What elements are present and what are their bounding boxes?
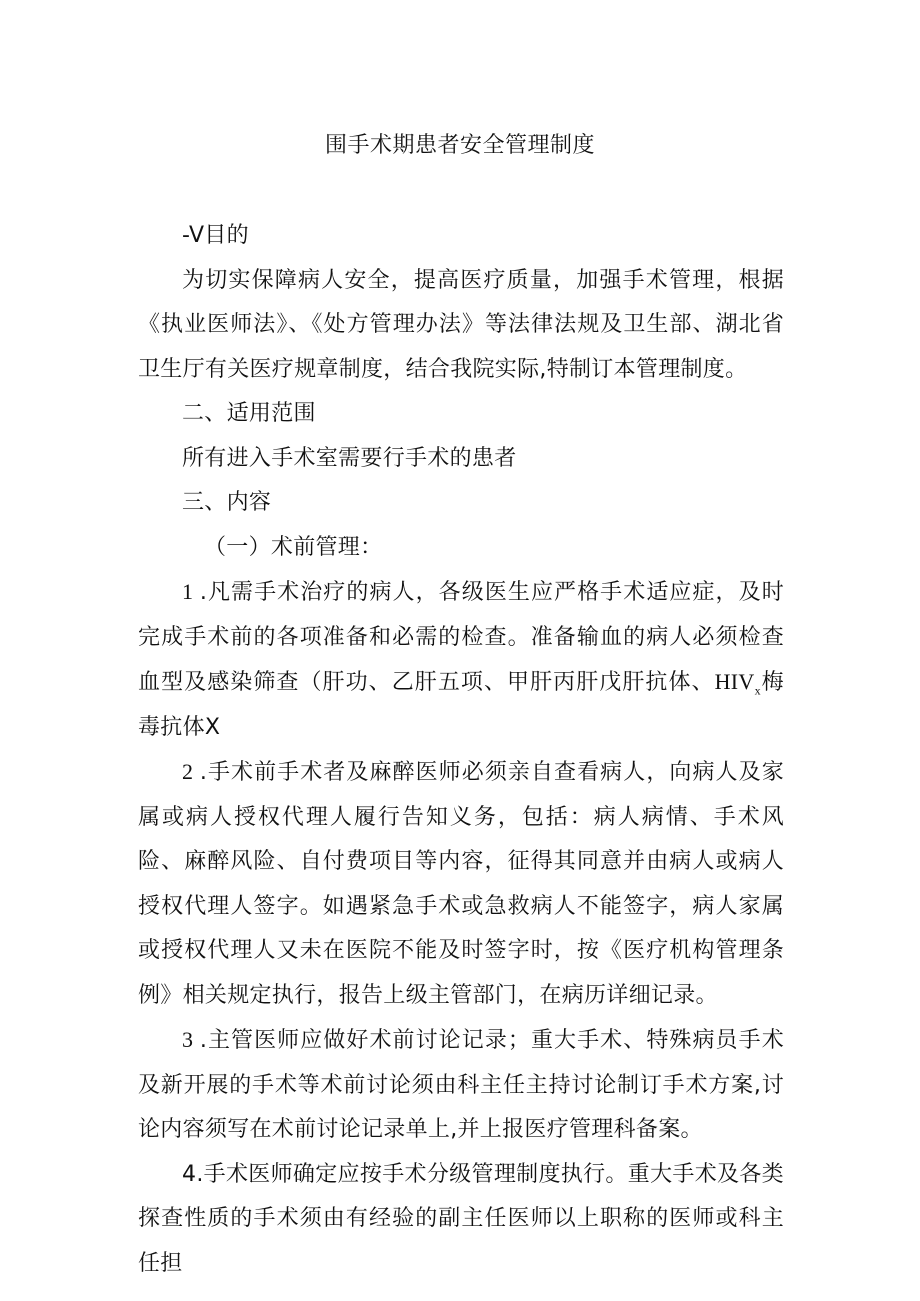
item-number: 3 <box>182 1027 200 1052</box>
section-heading-scope: 二、适用范围 <box>182 401 316 426</box>
list-item-3 <box>138 1018 784 1153</box>
item-number: 2 <box>182 759 200 784</box>
section-heading-content: 三、内容 <box>182 490 272 515</box>
subsection-heading-preop: （一）术前管理： <box>204 534 383 560</box>
item-text: .凡需手术治疗的病人，各级医生应严格手术适应症，及时完成手术前的各项准备和必需的检查。准备输血的病人必须检查血型及感染筛查（肝功、乙肝五项、甲肝丙肝戊肝抗体、 <box>138 580 784 695</box>
item-text-end: 梅毒抗体X <box>138 670 784 740</box>
item-text-subscript: x <box>754 683 761 698</box>
item-text: .主管医师应做好术前讨论记录；重大手术、特殊病员手术及新开展的手术等术前讨论须由科主任主持讨论制订手术方案,讨论内容须写在术前讨论记录单上,并上报医疗管理科备案。 <box>138 1028 784 1142</box>
item-text: .手术医师确定应按手术分级管理制度执行。重大手术及各类探查性质的手术须由有经验的副主任医师以上职称的医师或科主任担 <box>138 1161 784 1276</box>
paragraph-scope: 所有进入手术室需要行手术的患者 <box>182 445 517 471</box>
section-heading-purpose: -V目的 <box>182 223 249 248</box>
item-text-hiv: HIV <box>714 669 755 694</box>
item-text: .手术前手术者及麻醉医师必须亲自查看病人，向病人及家属或病人授权代理人履行告知义务，包括：病人病情、手术风险、麻醉风险、自付费项目等内容，征得其同意并由病人或病人授权代理人签字。如遇紧急手术或急救病人不能签字，病人家属或授权代理人又未在医院不能及时签字时，按《医疗机构管理条例》相关规定执行，报告上级主管部门，在病历详细记录。 <box>138 760 784 1008</box>
item-number: 4 <box>182 1161 197 1187</box>
document-body <box>138 214 784 1286</box>
list-item-2 <box>138 750 784 1018</box>
paragraph-purpose: 为切实保障病人安全，提高医疗质量，加强手术管理，根据《执业医师法》、《处方管理办法》等法律法规及卫生部、湖北省卫生厅有关医疗规章制度，结合我院实际,特制订本管理制度。 <box>138 267 784 382</box>
item-number: 1 <box>182 579 200 604</box>
list-item-1 <box>138 570 784 750</box>
document-title: 围手术期患者安全管理制度 <box>324 133 595 158</box>
list-item-4 <box>138 1153 784 1287</box>
